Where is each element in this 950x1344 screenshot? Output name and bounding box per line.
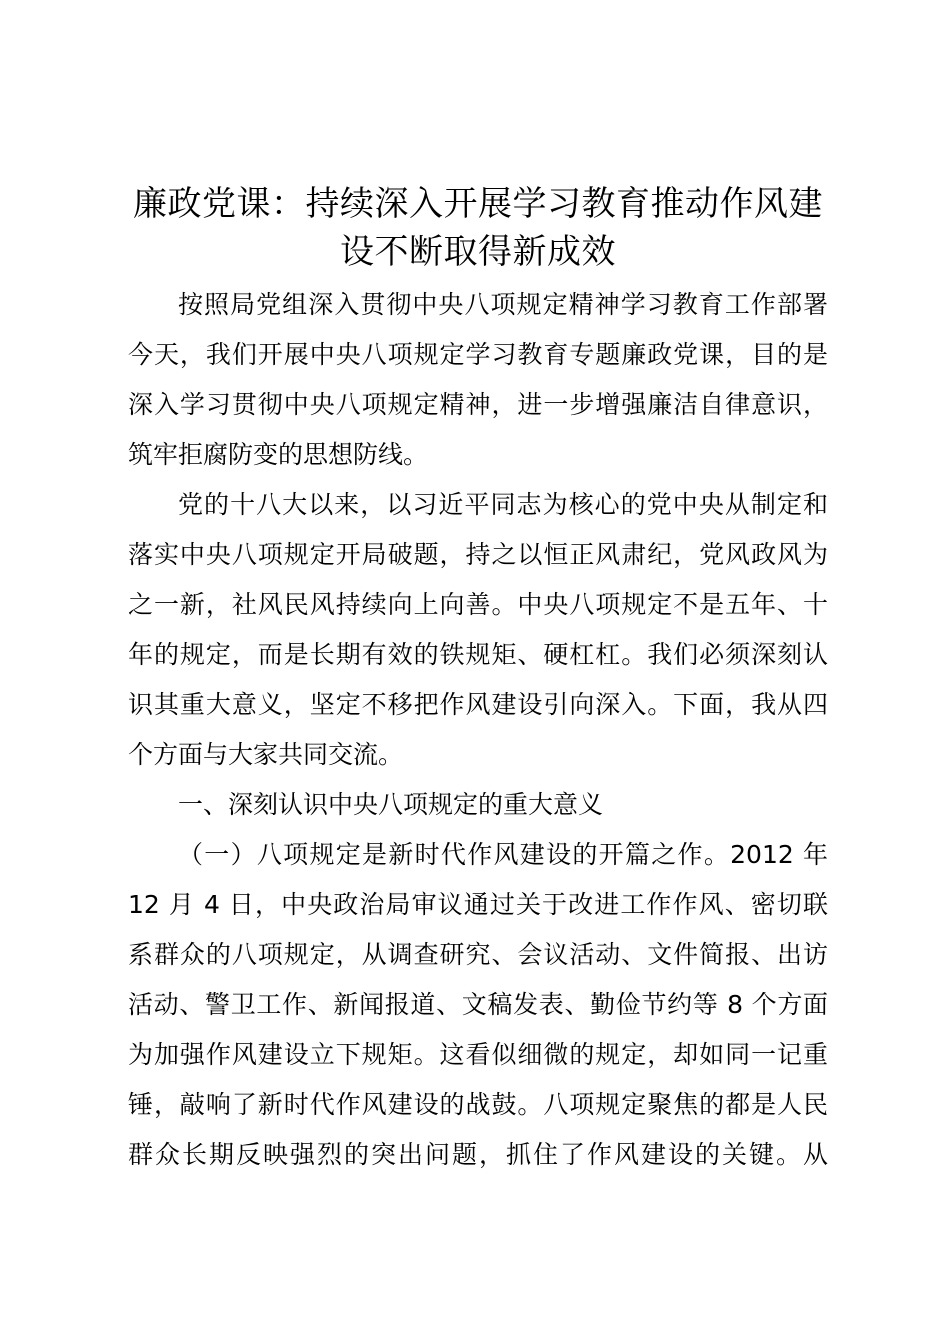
body-line: 落实中央八项规定开局破题，持之以恒正风肃纪，党风政风为 xyxy=(128,540,828,569)
body-line: 党的十八大以来，以习近平同志为核心的党中央从制定和 xyxy=(178,490,828,519)
body-line: 识其重大意义，坚定不移把作风建设引向深入。下面，我从四 xyxy=(128,690,828,719)
body-line: 个方面与大家共同交流。 xyxy=(128,740,404,769)
body-line: 12 月 4 日，中央政治局审议通过关于改进工作作风、密切联 xyxy=(128,890,828,919)
body-line: 群众长期反映强烈的突出问题，抓住了作风建设的关键。从 xyxy=(128,1140,828,1169)
body-line: 年的规定，而是长期有效的铁规矩、硬杠杠。我们必须深刻认 xyxy=(128,640,828,669)
body-line: 之一新，社风民风持续向上向善。中央八项规定不是五年、十 xyxy=(128,590,828,619)
body-line: （一）八项规定是新时代作风建设的开篇之作。2012 年 xyxy=(178,840,828,869)
section-heading: 一、深刻认识中央八项规定的重大意义 xyxy=(178,790,604,819)
body-line: 系群众的八项规定，从调查研究、会议活动、文件简报、出访 xyxy=(128,940,828,969)
body-line: 活动、警卫工作、新闻报道、文稿发表、勤俭节约等 8 个方面 xyxy=(128,990,828,1019)
body-line: 深入学习贯彻中央八项规定精神，进一步增强廉洁自律意识， xyxy=(128,390,828,419)
body-line: 按照局党组深入贯彻中央八项规定精神学习教育工作部署 xyxy=(178,290,828,319)
body-line: 为加强作风建设立下规矩。这看似细微的规定，却如同一记重 xyxy=(128,1040,828,1069)
body-line: 今天，我们开展中央八项规定学习教育专题廉政党课，目的是 xyxy=(128,340,828,369)
title-line-1: 廉政党课：持续深入开展学习教育推动作风建 xyxy=(133,184,823,224)
document-title xyxy=(118,180,838,276)
body-line: 筑牢拒腐防变的思想防线。 xyxy=(128,440,429,469)
body-line: 锤，敲响了新时代作风建设的战鼓。八项规定聚焦的都是人民 xyxy=(128,1090,828,1119)
title-line-2: 设不断取得新成效 xyxy=(340,232,616,272)
